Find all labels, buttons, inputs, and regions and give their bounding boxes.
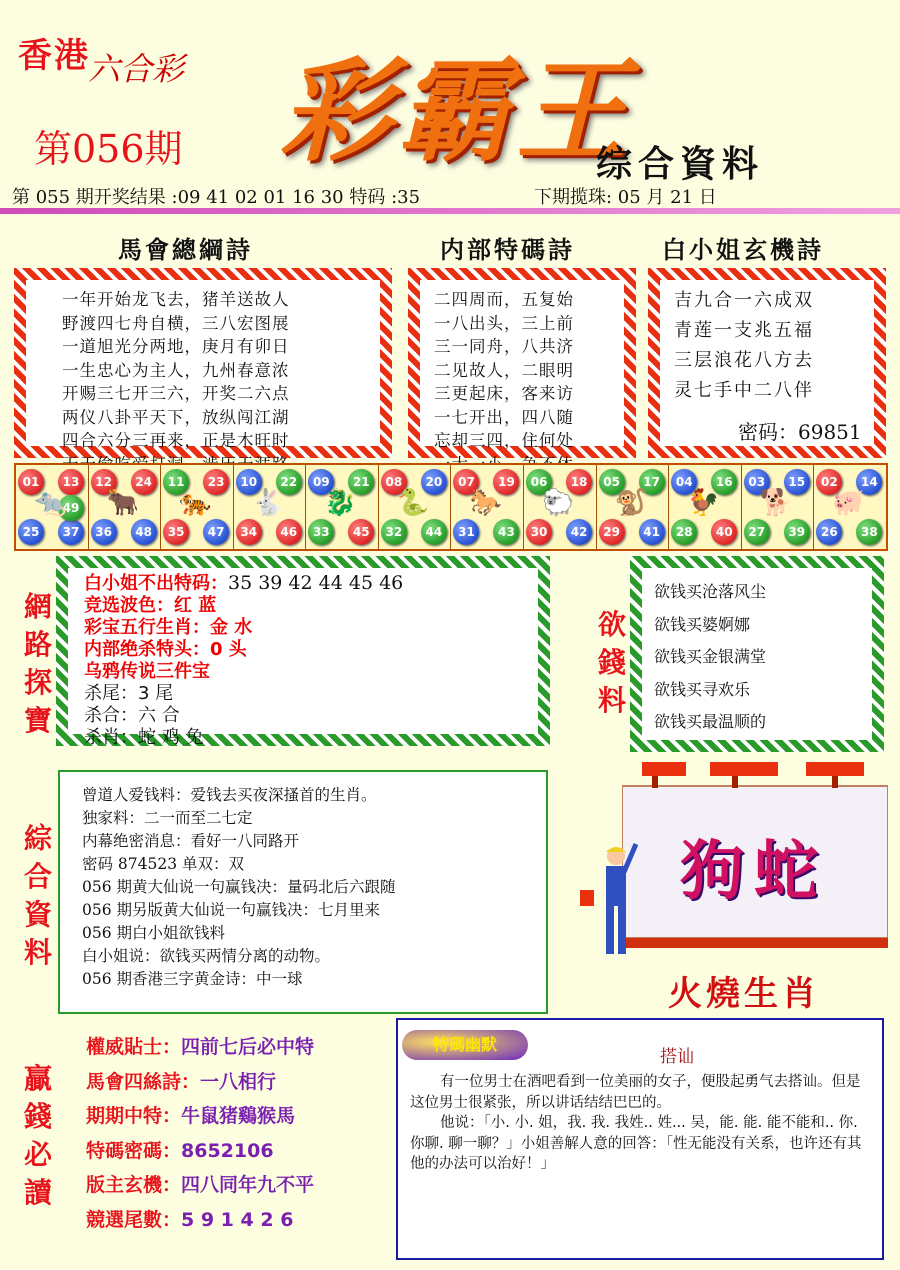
zodiac-cell (16, 465, 89, 549)
number-ball: 17 (639, 469, 665, 495)
net-l2: 竞选波色：红 蓝 (84, 595, 217, 616)
number-ball: 07 (453, 469, 479, 495)
poem1-box (14, 268, 392, 458)
header-hk (18, 28, 90, 77)
poem1-line: 一生忠心为主人，九州春意浓 (62, 360, 290, 380)
poem1-line: 一道旭光分两地，庚月有卯日 (62, 337, 290, 356)
number-ball: 32 (381, 519, 407, 545)
poem2-lines (434, 288, 624, 476)
zodiac-cell (669, 465, 742, 549)
number-ball: 43 (493, 519, 519, 545)
number-ball: 08 (381, 469, 407, 495)
net-l3: 彩宝五行生肖：金 水 (84, 617, 253, 638)
poem2-line: 一八出头，三上前 (434, 313, 574, 333)
win-value: 牛鼠猪鷄猴馬 (181, 1105, 296, 1127)
poem2-line: 三更起床，客来访 (434, 384, 574, 403)
poem3-line: 吉九合一六成双 (674, 290, 814, 311)
number-ball: 16 (711, 469, 737, 495)
horse-icon: 🐎 (469, 488, 502, 518)
win-value: 5 9 1 4 2 6 (181, 1208, 294, 1231)
number-ball: 01 (18, 469, 44, 495)
poem1-line: 野渡四七舟自横，三八宏图展 (62, 313, 290, 333)
win-side-label: 贏錢必讀 (23, 1062, 52, 1209)
win-row (86, 1134, 386, 1169)
number-ball: 42 (566, 519, 592, 545)
tiger-icon: 🐅 (179, 488, 212, 518)
joke-p2: 他说：「小. 小. 姐，我. 我. 我姓.. 姓... 吴，能. 能. 能不能和.. 你. 你聊. 聊一聊？」小姐善解人意的回答：「性无能没有关系，也许还有其他的办法可以治好！」 (410, 1115, 862, 1172)
billboard-text: 狗蛇 (680, 834, 828, 909)
heading-poem3: 白小姐玄機詩 (662, 235, 824, 264)
net-l5: 乌鸦传说三件宝 (84, 661, 210, 682)
net-l6: 杀尾：3 尾 (84, 683, 174, 704)
next-draw: 下期揽珠: 05 月 21 日 (534, 187, 717, 208)
win-row (86, 1065, 386, 1100)
money-box (630, 556, 884, 752)
zodiac-strip (14, 463, 888, 551)
rabbit-icon: 🐇 (251, 488, 285, 518)
win-row (86, 1168, 386, 1203)
win-key: 馬會四絲詩： (86, 1070, 201, 1093)
monkey-icon: 🐒 (614, 488, 647, 518)
win-list (86, 1030, 386, 1237)
number-ball: 29 (599, 519, 625, 545)
number-ball: 47 (203, 519, 229, 545)
number-ball: 26 (816, 519, 842, 545)
win-key: 競選尾數： (86, 1208, 182, 1231)
zodiac-cell (524, 465, 597, 549)
combo-side-label: 綜合資料 (23, 822, 52, 969)
poem1-lines (62, 288, 380, 476)
number-ball: 34 (236, 519, 262, 545)
win-row (86, 1030, 386, 1065)
number-ball: 05 (599, 469, 625, 495)
win-row (86, 1099, 386, 1134)
money-item: 欲钱买金银满堂 (654, 647, 767, 666)
poem3-box (648, 268, 886, 458)
net-side-label: 網路探寶 (23, 590, 52, 737)
combo-line: 内幕绝密消息：看好一八同路开 (82, 832, 300, 850)
zodiac-cell (234, 465, 307, 549)
number-ball: 13 (58, 469, 84, 495)
combo-line: 056 期香港三字黄金诗：中一球 (82, 970, 303, 988)
win-key: 版主玄機： (86, 1174, 182, 1196)
win-key: 期期中特： (86, 1105, 182, 1127)
hk-title: 香港 (18, 36, 90, 76)
rooster-icon: 🐓 (687, 488, 720, 518)
combo-line: 独家料：二一而至二七定 (82, 809, 253, 827)
poem2-line: 二见故人，二眼明 (434, 360, 574, 380)
net-l1a: 白小姐不出特码： (84, 573, 228, 594)
number-ball: 10 (236, 469, 262, 495)
issue-number: 第056期 (34, 127, 183, 171)
heading-poem1: 馬會總綱詩 (118, 235, 253, 264)
number-ball: 09 (308, 469, 334, 495)
number-ball: 14 (856, 469, 882, 495)
combo-line: 白小姐说：欲钱买两情分离的动物。 (82, 947, 331, 965)
money-item: 欲钱买最温顺的 (654, 712, 767, 731)
poem1-line: 两仪八卦平天下，放纵闯江湖 (62, 407, 290, 427)
poem3-line: 灵七手中二八伴 (674, 380, 814, 401)
number-ball: 46 (276, 519, 302, 545)
painter-icon (578, 842, 638, 972)
board-caption: 火燒生肖 (668, 974, 820, 1014)
win-value: 8652106 (181, 1139, 274, 1162)
number-ball: 22 (276, 469, 302, 495)
poem1-line: 一年开始龙飞去，猪羊送故人 (62, 290, 290, 309)
zodiac-cell (89, 465, 162, 549)
number-ball: 24 (131, 469, 157, 495)
win-value: 四前七后必中特 (181, 1036, 315, 1058)
win-row (86, 1203, 386, 1238)
win-value: 四八同年九不平 (181, 1174, 315, 1196)
poem1-line: 四合六分三再来，正是木旺时 (62, 431, 290, 450)
ox-icon: 🐂 (106, 488, 139, 518)
net-l1b: 35 39 42 44 45 46 (228, 572, 404, 594)
zodiac-cell (814, 465, 886, 549)
joke-title: 搭讪 (660, 1047, 694, 1067)
combo-line: 密码 874523 单双：双 (82, 855, 245, 873)
win-key: 權威貼士： (86, 1036, 182, 1058)
result-line: 第 055 期开奖结果 :09 41 02 01 16 30 特码 :35 (12, 187, 421, 208)
joke-p1: 有一位男士在酒吧看到一位美丽的女子，便股起勇气去搭讪。但是这位男士很紧张，所以讲话结结巴巴的。 (410, 1074, 861, 1111)
joke-badge: 特碼幽默 (402, 1030, 528, 1060)
zodiac-cell (451, 465, 524, 549)
number-ball: 12 (91, 469, 117, 495)
poem2-line: 忘却三四，住何处 (434, 431, 574, 450)
number-ball: 02 (816, 469, 842, 495)
combo-line: 曾道人爱钱料：爱钱去买夜深搔首的生肖。 (82, 786, 377, 804)
number-ball: 45 (348, 519, 374, 545)
painter-figure (578, 842, 638, 962)
logo: 彩霸王 (280, 46, 634, 177)
number-ball: 04 (671, 469, 697, 495)
subtitle: 综合資料 (596, 143, 765, 185)
number-ball: 36 (91, 519, 117, 545)
zodiac-cell (597, 465, 670, 549)
money-item: 欲钱买婆婀娜 (654, 614, 751, 634)
number-ball: 27 (744, 519, 770, 545)
snake-icon: 🐍 (396, 488, 430, 518)
lhc-title: 六合彩 (88, 50, 185, 88)
zodiac-cell (742, 465, 815, 549)
combo-line: 056 期另版黄大仙说一句赢钱决：七月里来 (82, 901, 381, 919)
zodiac-cell (306, 465, 379, 549)
number-ball: 30 (526, 519, 552, 545)
combo-box (58, 770, 548, 1014)
number-ball: 44 (421, 519, 447, 545)
number-ball: 33 (308, 519, 334, 545)
rat-icon: 🐀 (34, 488, 67, 518)
number-ball: 20 (421, 469, 447, 495)
poem2-box (408, 268, 636, 458)
win-value: 一八相行 (200, 1070, 277, 1093)
zodiac-cell (379, 465, 452, 549)
number-ball: 19 (493, 469, 519, 495)
number-ball: 21 (348, 469, 374, 495)
poem3-code: 密码：69851 (738, 420, 862, 444)
poem2-line: 一七开出，四八随 (434, 407, 574, 427)
number-ball: 03 (744, 469, 770, 495)
number-ball: 35 (163, 519, 189, 545)
poem2-line: 二四周而，五复始 (434, 290, 574, 309)
combo-line: 056 期黄大仙说一句赢钱决：量码北后六跟随 (82, 878, 396, 896)
combo-line: 056 期白小姐欲钱料 (82, 924, 226, 942)
poem1-line: 开赐三七开三六，开奖二六点 (62, 384, 290, 403)
number-ball: 31 (453, 519, 479, 545)
poem3-lines (674, 286, 874, 406)
money-item: 欲钱买沧落风尘 (654, 582, 767, 601)
number-ball: 37 (58, 519, 84, 545)
number-ball: 15 (784, 469, 810, 495)
money-side-label: 欲錢料 (597, 608, 626, 717)
number-ball: 40 (711, 519, 737, 545)
dragon-icon: 🐉 (324, 488, 357, 518)
win-key: 特碼密碼： (86, 1139, 182, 1162)
sheep-icon: 🐑 (542, 488, 575, 518)
divider (0, 208, 900, 214)
number-ball: 48 (131, 519, 157, 545)
number-ball: 25 (18, 519, 44, 545)
pig-icon: 🐖 (832, 488, 865, 518)
net-box (56, 556, 550, 746)
number-ball: 06 (526, 469, 552, 495)
poem3-line: 三层浪花八方去 (674, 350, 814, 371)
zodiac-cell (161, 465, 234, 549)
poem2-line: 三一同舟，八共济 (434, 337, 574, 356)
net-l8: 杀肖：蛇 鸡 兔 (84, 727, 204, 748)
number-ball: 49 (58, 495, 84, 521)
number-ball: 38 (856, 519, 882, 545)
dog-icon: 🐕 (759, 488, 793, 518)
number-ball: 41 (639, 519, 665, 545)
number-ball: 18 (566, 469, 592, 495)
joke-box (396, 1018, 884, 1260)
number-ball: 28 (671, 519, 697, 545)
net-l4: 内部绝杀特头：0 头 (84, 639, 247, 660)
number-ball: 39 (784, 519, 810, 545)
number-ball: 11 (163, 469, 189, 495)
net-l7: 杀合：六 合 (84, 705, 180, 726)
heading-poem2: 内部特碼詩 (440, 235, 575, 264)
number-ball: 23 (203, 469, 229, 495)
poem3-line: 青莲一支兆五福 (674, 320, 814, 341)
money-item: 欲钱买寻欢乐 (654, 679, 751, 699)
